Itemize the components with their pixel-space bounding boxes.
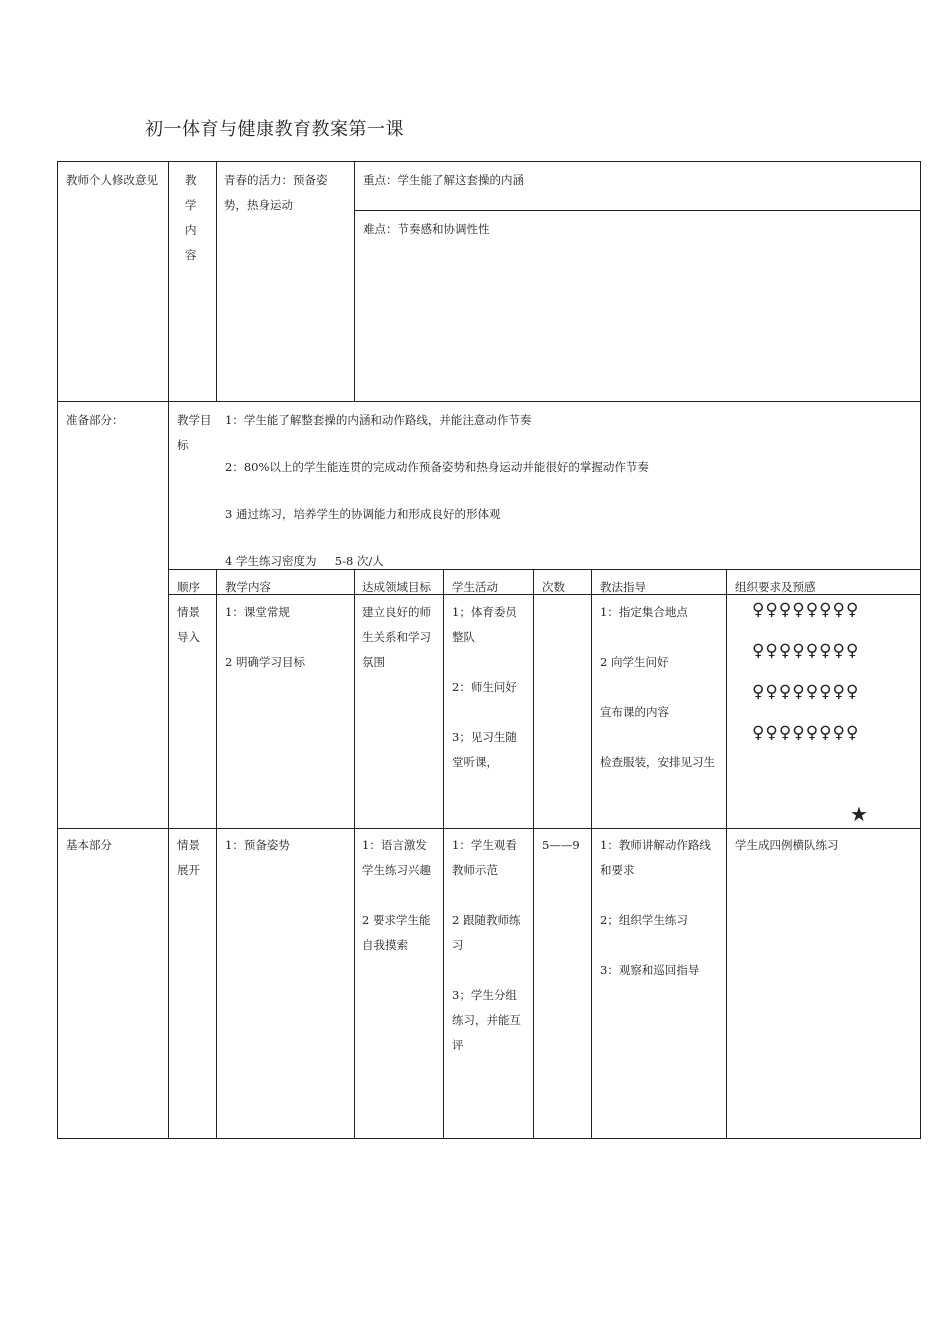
page-title: 初一体育与健康教育教案第一课 xyxy=(145,119,404,140)
column-header: 教法指导 xyxy=(600,580,646,594)
content-label: 教学内容 xyxy=(185,173,197,262)
goal-label: 教学目标 xyxy=(177,413,212,452)
intro-goal: 建立良好的师生关系和学习氛围 xyxy=(362,605,431,669)
table-divider xyxy=(591,569,592,1138)
table-divider xyxy=(443,569,444,1138)
formation-row: ♀♀♀♀♀♀♀♀ xyxy=(752,600,860,620)
table-divider xyxy=(354,210,921,211)
formation-row: ♀♀♀♀♀♀♀♀ xyxy=(752,682,860,702)
goal-item: 2：80%以上的学生能连贯的完成动作预备姿势和热身运动并能很好的掌握动作节奏 xyxy=(225,460,649,474)
column-header: 教学内容 xyxy=(225,580,271,594)
formation-row: ♀♀♀♀♀♀♀♀ xyxy=(752,723,860,743)
table-divider xyxy=(533,569,534,1138)
basic-method: 1：教师讲解动作路线和要求 2；组织学生练习 3：观察和巡回指导 xyxy=(600,838,711,977)
goal-item: 1：学生能了解整套操的内涵和动作路线，并能注意动作节奏 xyxy=(225,413,532,427)
table-divider xyxy=(354,569,355,1138)
column-header: 达成领域目标 xyxy=(362,580,431,594)
table-divider xyxy=(216,569,217,1138)
formation-row: ♀♀♀♀♀♀♀♀ xyxy=(752,641,860,661)
table-border-bottom xyxy=(57,1138,921,1139)
table-divider xyxy=(57,401,921,402)
prep-section-label: 准备部分： xyxy=(66,413,124,427)
goal-item: 3 通过练习，培养学生的协调能力和形成良好的形体观 xyxy=(225,507,501,521)
intro-activity: 1；体育委员整队 2：师生问好 3；见习生随堂听课， xyxy=(452,605,517,769)
difficulty: 难点：节奏感和协调性性 xyxy=(363,222,490,236)
basic-count: 5——9 xyxy=(542,838,580,852)
key-point: 重点：学生能了解这套操的内涵 xyxy=(363,173,524,187)
teacher-opinion-label: 教师个人修改意见 xyxy=(66,173,158,187)
basic-content: 1：预备姿势 xyxy=(225,838,290,852)
table-border-right xyxy=(920,161,921,1138)
goal-item: 4 学生练习密度为 5-8 次/人 xyxy=(225,554,384,568)
table-divider xyxy=(57,828,921,829)
column-header: 组织要求及预感 xyxy=(735,580,816,594)
column-header: 顺序 xyxy=(177,580,200,594)
table-divider xyxy=(168,161,169,1138)
column-header: 学生活动 xyxy=(452,580,498,594)
table-border-left xyxy=(57,161,58,1138)
basic-organization: 学生成四例横队练习 xyxy=(735,838,839,852)
intro-content: 1：课堂常规 2 明确学习目标 xyxy=(225,605,305,669)
column-header: 次数 xyxy=(542,580,565,594)
content-text: 青春的活力：预备姿势，热身运动 xyxy=(224,173,328,212)
basic-goal: 1：语言激发学生练习兴趣 2 要求学生能自我摸索 xyxy=(362,838,431,952)
table-divider xyxy=(726,569,727,1138)
table-divider xyxy=(354,161,355,401)
intro-method: 1：指定集合地点 2 向学生问好 宣布课的内容 检查服装，安排见习生 xyxy=(600,605,715,769)
basic-section-label: 基本部分 xyxy=(66,838,112,852)
basic-order: 情景展开 xyxy=(177,838,200,877)
teacher-star-icon: ★ xyxy=(850,802,868,826)
basic-activity: 1：学生观看教师示范 2 跟随教师练习 3；学生分组练习，并能互评 xyxy=(452,838,521,1052)
formation-diagram xyxy=(752,590,859,754)
table-divider xyxy=(216,161,217,401)
intro-order: 情景导入 xyxy=(177,605,200,644)
table-border-top xyxy=(57,161,921,162)
